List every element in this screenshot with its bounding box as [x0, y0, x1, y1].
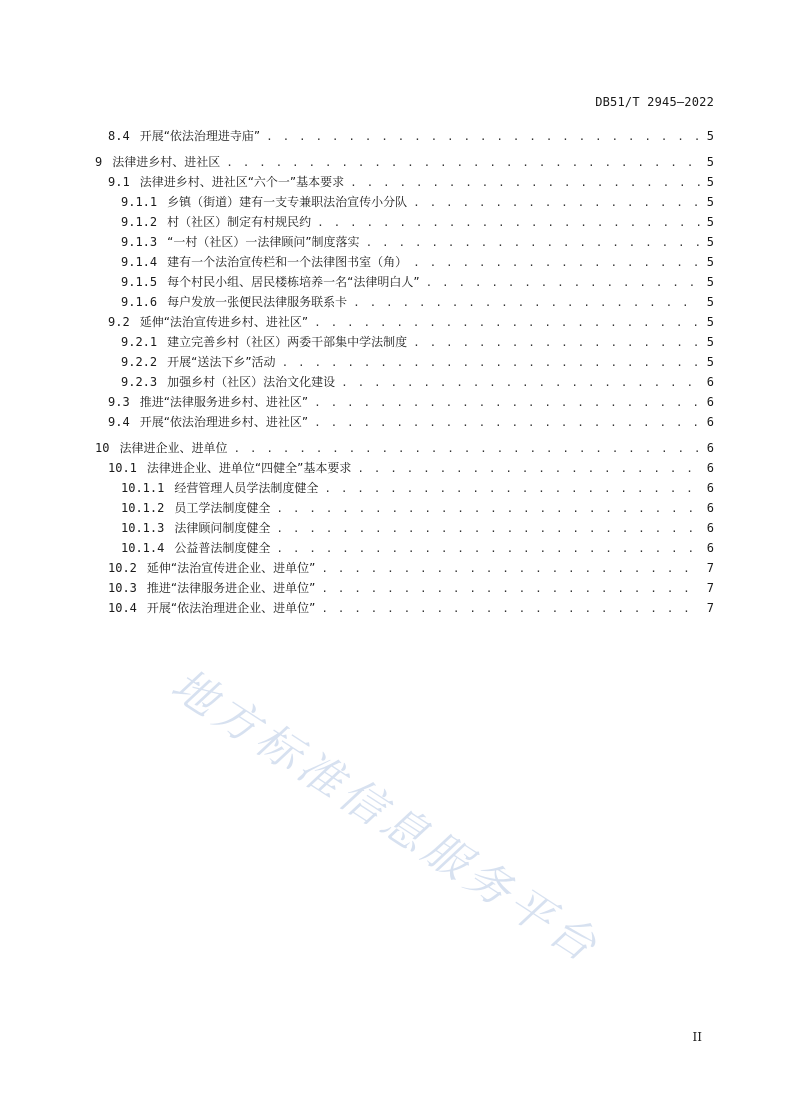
toc-dot-leader: [321, 599, 700, 619]
toc-entry-title: 推进“法律服务进乡村、进社区”: [139, 395, 309, 409]
toc-entry-title: 公益普法制度健全: [174, 541, 271, 555]
page-number: II: [692, 1030, 702, 1044]
toc-dot-leader: [413, 193, 701, 213]
toc-entry-title: 乡镇（街道）建有一支专兼职法治宣传小分队: [167, 195, 408, 209]
toc-entry-number: 9.1.4: [121, 255, 158, 269]
toc-entry-number: 9.1.2: [121, 215, 158, 229]
toc-entry-page: 6: [706, 461, 714, 475]
toc-entry-title: 开展“依法治理进乡村、进社区”: [139, 415, 309, 429]
toc-entry-number: 9.1.6: [121, 295, 158, 309]
toc-dot-leader: [350, 173, 701, 193]
toc-dot-leader: [282, 353, 701, 373]
toc-entry-page: 5: [706, 315, 714, 329]
toc-entry[interactable]: [0, 598, 792, 618]
toc-entry-page: 5: [706, 129, 714, 143]
toc-dot-leader: [413, 253, 701, 273]
toc-entry[interactable]: [0, 152, 792, 172]
toc-dot-leader: [314, 413, 701, 433]
toc-entry-title: 延伸“法治宣传进乡村、进社区”: [139, 315, 309, 329]
toc-entry[interactable]: [0, 372, 792, 392]
toc-entry[interactable]: [0, 292, 792, 312]
toc-dot-leader: [321, 559, 700, 579]
toc-entry-number: 9.1.5: [121, 275, 158, 289]
toc-dot-leader: [357, 459, 700, 479]
toc-dot-leader: [341, 373, 701, 393]
toc-entry-title: 建有一个法治宣传栏和一个法律图书室（角）: [167, 255, 408, 269]
toc-entry-page: 6: [706, 395, 714, 409]
toc-entry[interactable]: [0, 392, 792, 412]
toc-entry-number: 10: [95, 441, 110, 455]
toc-entry-number: 10.1: [108, 461, 137, 475]
toc-entry-number: 9.3: [108, 395, 130, 409]
toc-entry-page: 5: [706, 255, 714, 269]
toc-entry-title: 推进“法律服务进企业、进单位”: [146, 581, 316, 595]
toc-entry-title: 每个村民小组、居民楼栋培养一名“法律明白人”: [167, 275, 420, 289]
toc-entry-title: 法律进企业、进单位: [119, 441, 228, 455]
toc-dot-leader: [266, 127, 701, 147]
toc-entry-number: 9.2: [108, 315, 130, 329]
toc-entry-page: 5: [706, 335, 714, 349]
toc-entry[interactable]: [0, 232, 792, 252]
toc-entry-page: 5: [706, 195, 714, 209]
toc-entry-page: 6: [706, 521, 714, 535]
toc-entry[interactable]: [0, 498, 792, 518]
toc-dot-leader: [324, 479, 700, 499]
toc-entry-page: 6: [706, 541, 714, 555]
toc-entry[interactable]: [0, 212, 792, 232]
toc-dot-leader: [314, 393, 701, 413]
toc-entry-title: 开展“依法治理进企业、进单位”: [146, 601, 316, 615]
toc-entry-page: 6: [706, 481, 714, 495]
toc-entry-title: 法律顾问制度健全: [174, 521, 271, 535]
toc-entry[interactable]: [0, 252, 792, 272]
toc-dot-leader: [366, 233, 701, 253]
toc-entry-page: 7: [706, 581, 714, 595]
toc-entry-title: 法律进乡村、进社区“六个一”基本要求: [139, 175, 345, 189]
toc-entry[interactable]: [0, 558, 792, 578]
toc-entry-number: 10.1.2: [121, 501, 165, 515]
toc-dot-leader: [276, 519, 700, 539]
toc-entry-page: 5: [706, 215, 714, 229]
toc-entry[interactable]: [0, 172, 792, 192]
toc-entry-number: 9.4: [108, 415, 130, 429]
toc-entry[interactable]: [0, 478, 792, 498]
toc-entry-page: 5: [706, 295, 714, 309]
toc-entry-page: 6: [706, 441, 714, 455]
toc-entry-page: 5: [706, 175, 714, 189]
toc-entry[interactable]: [0, 126, 792, 146]
toc-entry-number: 10.2: [108, 561, 137, 575]
toc-entry-number: 10.1.4: [121, 541, 165, 555]
toc-entry-number: 9.1.1: [121, 195, 158, 209]
toc-entry-number: 10.3: [108, 581, 137, 595]
toc-dot-leader: [276, 539, 700, 559]
toc-dot-leader: [317, 213, 701, 233]
toc-entry-page: 7: [706, 601, 714, 615]
toc-entry-page: 5: [706, 155, 714, 169]
toc-entry-number: 10.1.1: [121, 481, 165, 495]
toc-entry[interactable]: [0, 538, 792, 558]
toc-entry[interactable]: [0, 352, 792, 372]
toc-entry-page: 6: [706, 415, 714, 429]
toc-entry[interactable]: [0, 192, 792, 212]
toc-dot-leader: [226, 153, 701, 173]
toc-entry[interactable]: [0, 438, 792, 458]
toc-entry-number: 9.1: [108, 175, 130, 189]
toc-entry[interactable]: [0, 412, 792, 432]
watermark: 地方标准信息服务平台: [162, 659, 610, 975]
toc-dot-leader: [314, 313, 701, 333]
toc-entry-title: 每户发放一张便民法律服务联系卡: [167, 295, 348, 309]
toc-entry-title: 开展“依法治理进寺庙”: [139, 129, 261, 143]
toc-entry-title: 建立完善乡村（社区）两委干部集中学法制度: [167, 335, 408, 349]
toc-entry-title: 开展“送法下乡”活动: [167, 355, 276, 369]
toc-entry-title: 经营管理人员学法制度健全: [174, 481, 319, 495]
toc-entry-number: 9: [95, 155, 103, 169]
toc-entry[interactable]: [0, 332, 792, 352]
toc-entry-number: 9.2.1: [121, 335, 158, 349]
toc-dot-leader: [413, 333, 701, 353]
toc-entry-number: 9.2.3: [121, 375, 158, 389]
toc-entry[interactable]: [0, 578, 792, 598]
toc-entry-title: 员工学法制度健全: [174, 501, 271, 515]
document-code: DB51/T 2945—2022: [595, 95, 714, 109]
toc-entry-page: 7: [706, 561, 714, 575]
toc-entry-title: 法律进企业、进单位“四健全”基本要求: [146, 461, 352, 475]
toc-entry-page: 5: [706, 355, 714, 369]
toc-entry-title: 加强乡村（社区）法治文化建设: [167, 375, 336, 389]
toc-dot-leader: [276, 499, 700, 519]
toc-dot-leader: [353, 293, 701, 313]
toc-dot-leader: [233, 439, 700, 459]
toc-dot-leader: [426, 273, 701, 293]
toc-entry[interactable]: [0, 312, 792, 332]
toc-entry-page: 6: [706, 375, 714, 389]
toc-entry-title: 法律进乡村、进社区: [112, 155, 221, 169]
toc-entry[interactable]: [0, 458, 792, 478]
toc-entry-number: 9.2.2: [121, 355, 158, 369]
toc-entry[interactable]: [0, 272, 792, 292]
toc-entry-number: 9.1.3: [121, 235, 158, 249]
toc-entry-number: 8.4: [108, 129, 130, 143]
toc-entry-title: “一村（社区）一法律顾问”制度落实: [167, 235, 360, 249]
toc-entry-number: 10.4: [108, 601, 137, 615]
toc-entry-page: 6: [706, 501, 714, 515]
toc-entry[interactable]: [0, 518, 792, 538]
toc-entry-title: 延伸“法治宣传进企业、进单位”: [146, 561, 316, 575]
toc-entry-page: 5: [706, 275, 714, 289]
toc-dot-leader: [321, 579, 700, 599]
toc-entry-title: 村（社区）制定有村规民约: [167, 215, 312, 229]
toc-entry-number: 10.1.3: [121, 521, 165, 535]
toc-entry-page: 5: [706, 235, 714, 249]
